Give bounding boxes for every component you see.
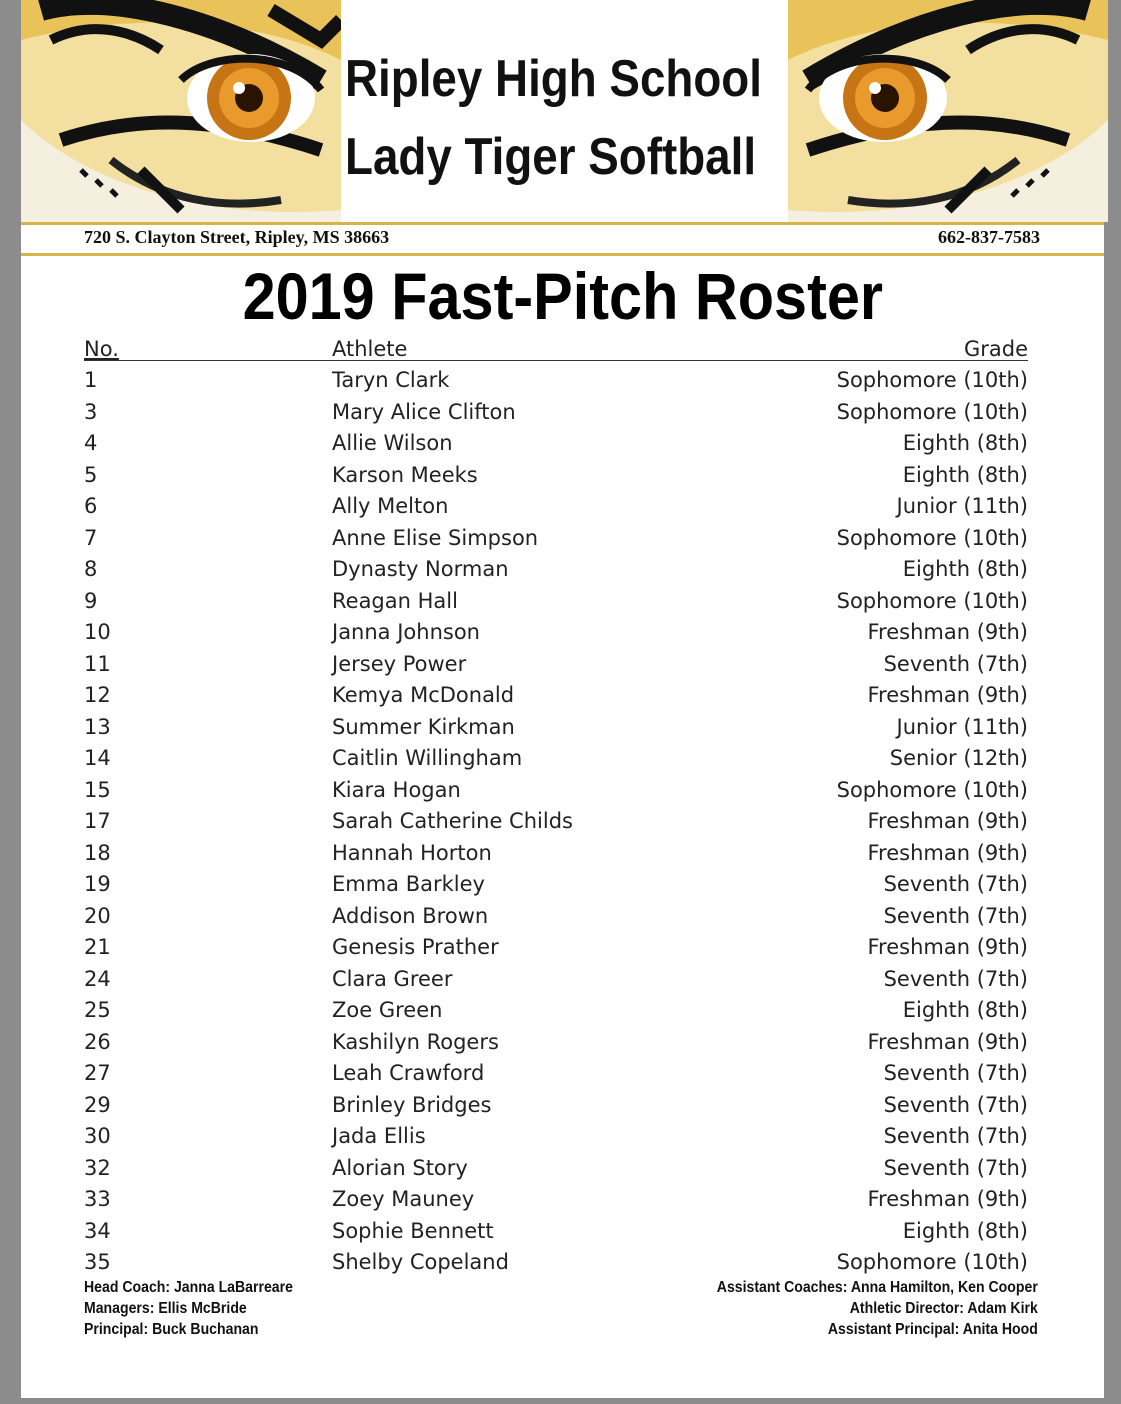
player-name: Anne Elise Simpson: [332, 525, 539, 550]
player-name: Jada Ellis: [332, 1124, 426, 1148]
player-grade: Junior (11th): [896, 714, 1028, 739]
player-number: 10: [84, 620, 111, 644]
player-grade: Eighth (8th): [902, 998, 1028, 1022]
table-row: [84, 869, 1028, 901]
player-number: 24: [84, 966, 111, 991]
assistant-principal: Assistant Principal: Anita Hood: [828, 1321, 1038, 1338]
table-row: [84, 932, 1028, 964]
column-header-athlete: Athlete: [332, 337, 408, 361]
table-row: [84, 838, 1028, 870]
player-name: Shelby Copeland: [332, 1250, 509, 1274]
player-number: 19: [84, 872, 111, 896]
player-number: 6: [84, 494, 98, 518]
table-row: [84, 901, 1028, 933]
table-row: [84, 554, 1028, 586]
school-name: Ripley High School: [345, 50, 762, 108]
player-number: 11: [84, 651, 111, 676]
player-number: 9: [84, 588, 98, 613]
player-grade: Freshman (9th): [867, 683, 1028, 707]
player-grade: Freshman (9th): [867, 840, 1028, 865]
player-name: Leah Crawford: [332, 1061, 485, 1085]
page-title: [21, 258, 1104, 334]
player-name: Janna Johnson: [332, 620, 480, 644]
player-name: Hannah Horton: [332, 840, 492, 865]
table-row: [84, 743, 1028, 775]
player-grade: Sophomore (10th): [836, 588, 1028, 613]
player-number: 30: [84, 1124, 111, 1148]
school-address: 720 S. Clayton Street, Ripley, MS 38663: [84, 227, 390, 247]
player-grade: Seventh (7th): [883, 1092, 1028, 1117]
player-grade: Seventh (7th): [883, 651, 1028, 676]
roster-rows: [84, 365, 1028, 1279]
player-grade: Seventh (7th): [883, 872, 1028, 896]
player-name: Allie Wilson: [332, 431, 453, 455]
player-grade: Eighth (8th): [902, 557, 1028, 581]
table-row: [84, 1184, 1028, 1216]
player-name: Emma Barkley: [332, 872, 485, 896]
player-name: Zoey Mauney: [332, 1187, 475, 1211]
player-number: 17: [84, 809, 111, 833]
roster-table: [84, 334, 1028, 1279]
header-rule-bottom: [21, 253, 1104, 256]
player-grade: Seventh (7th): [883, 1124, 1028, 1148]
player-grade: Sophomore (10th): [836, 1250, 1028, 1274]
player-number: 18: [84, 840, 111, 865]
table-row: [84, 1090, 1028, 1122]
player-name: Jersey Power: [332, 651, 467, 676]
player-grade: Eighth (8th): [902, 431, 1028, 455]
player-grade: Senior (12th): [889, 746, 1028, 770]
player-grade: Eighth (8th): [902, 1218, 1028, 1243]
player-grade: Junior (11th): [896, 494, 1028, 518]
player-number: 35: [84, 1250, 111, 1274]
table-row: [84, 712, 1028, 744]
player-number: 1: [84, 368, 98, 392]
player-grade: Eighth (8th): [902, 462, 1028, 487]
school-phone: 662-837-7583: [938, 227, 1040, 247]
player-number: 5: [84, 462, 98, 487]
table-row: [84, 523, 1028, 555]
player-name: Taryn Clark: [332, 368, 450, 392]
table-row: [84, 491, 1028, 523]
player-number: 4: [84, 431, 98, 455]
player-name: Dynasty Norman: [332, 557, 509, 581]
tiger-eye-right-icon: [788, 0, 1108, 222]
table-row: [84, 1216, 1028, 1248]
tiger-eye-left-icon: [21, 0, 341, 222]
player-number: 14: [84, 746, 111, 770]
player-name: Kashilyn Rogers: [332, 1029, 499, 1054]
player-number: 8: [84, 557, 98, 581]
player-grade: Seventh (7th): [883, 903, 1028, 928]
player-number: 32: [84, 1155, 111, 1180]
player-name: Summer Kirkman: [332, 714, 515, 739]
player-number: 27: [84, 1061, 111, 1085]
page-title-text: 2019 Fast-Pitch Roster: [242, 259, 883, 333]
player-grade: Sophomore (10th): [836, 368, 1028, 392]
table-row: [84, 460, 1028, 492]
player-grade: Freshman (9th): [867, 1187, 1028, 1211]
table-row: [84, 806, 1028, 838]
player-number: 3: [84, 399, 98, 424]
table-row: [84, 649, 1028, 681]
player-grade: Sophomore (10th): [836, 525, 1028, 550]
player-name: Mary Alice Clifton: [332, 399, 516, 424]
player-name: Brinley Bridges: [332, 1092, 492, 1117]
player-grade: Sophomore (10th): [836, 777, 1028, 802]
player-name: Zoe Green: [332, 998, 443, 1022]
player-number: 25: [84, 998, 111, 1022]
athletic-director: Athletic Director: Adam Kirk: [849, 1300, 1038, 1317]
table-row: [84, 428, 1028, 460]
table-row: [84, 1058, 1028, 1090]
player-name: Reagan Hall: [332, 588, 458, 613]
table-row: [84, 365, 1028, 397]
table-row: [84, 1247, 1028, 1279]
table-header: [84, 334, 1028, 361]
player-name: Addison Brown: [332, 903, 489, 928]
player-number: 12: [84, 683, 111, 707]
player-grade: Freshman (9th): [867, 1029, 1028, 1054]
table-row: [84, 586, 1028, 618]
table-row: [84, 397, 1028, 429]
player-name: Karson Meeks: [332, 462, 478, 487]
player-number: 13: [84, 714, 111, 739]
head-coach: Head Coach: Janna LaBarreare: [84, 1279, 293, 1296]
player-number: 29: [84, 1092, 111, 1117]
player-grade: Sophomore (10th): [836, 399, 1028, 424]
team-name: Lady Tiger Softball: [345, 128, 757, 186]
player-name: Clara Greer: [332, 966, 453, 991]
player-number: 34: [84, 1218, 111, 1243]
school-title: [345, 40, 762, 196]
player-name: Genesis Prather: [332, 935, 499, 959]
player-name: Kemya McDonald: [332, 683, 515, 707]
table-row: [84, 1121, 1028, 1153]
player-grade: Freshman (9th): [867, 935, 1028, 959]
player-number: 15: [84, 777, 111, 802]
player-name: Caitlin Willingham: [332, 746, 523, 770]
assistant-coaches: Assistant Coaches: Anna Hamilton, Ken Cooper: [716, 1279, 1038, 1296]
player-number: 7: [84, 525, 98, 550]
player-number: 26: [84, 1029, 111, 1054]
table-row: [84, 964, 1028, 996]
table-row: [84, 1153, 1028, 1185]
managers: Managers: Ellis McBride: [84, 1300, 247, 1317]
player-grade: Seventh (7th): [883, 966, 1028, 991]
table-row: [84, 775, 1028, 807]
player-grade: Seventh (7th): [883, 1155, 1028, 1180]
table-row: [84, 617, 1028, 649]
player-number: 21: [84, 935, 111, 959]
table-row: [84, 680, 1028, 712]
player-name: Kiara Hogan: [332, 777, 461, 802]
table-row: [84, 995, 1028, 1027]
player-name: Alorian Story: [332, 1155, 468, 1180]
header-rule-top: [21, 222, 1104, 225]
address-bar: [84, 227, 1040, 251]
player-number: 33: [84, 1187, 111, 1211]
roster-page: [21, 0, 1104, 1398]
player-name: Sophie Bennett: [332, 1218, 494, 1243]
table-row: [84, 1027, 1028, 1059]
player-grade: Seventh (7th): [883, 1061, 1028, 1085]
staff-right: [673, 1277, 1038, 1340]
column-header-grade: Grade: [963, 337, 1028, 361]
player-grade: Freshman (9th): [867, 809, 1028, 833]
player-name: Sarah Catherine Childs: [332, 809, 573, 833]
principal: Principal: Buck Buchanan: [84, 1321, 259, 1338]
player-grade: Freshman (9th): [867, 620, 1028, 644]
staff-left: [84, 1277, 321, 1340]
player-name: Ally Melton: [332, 494, 449, 518]
player-number: 20: [84, 903, 111, 928]
column-header-no: No.: [84, 337, 119, 361]
